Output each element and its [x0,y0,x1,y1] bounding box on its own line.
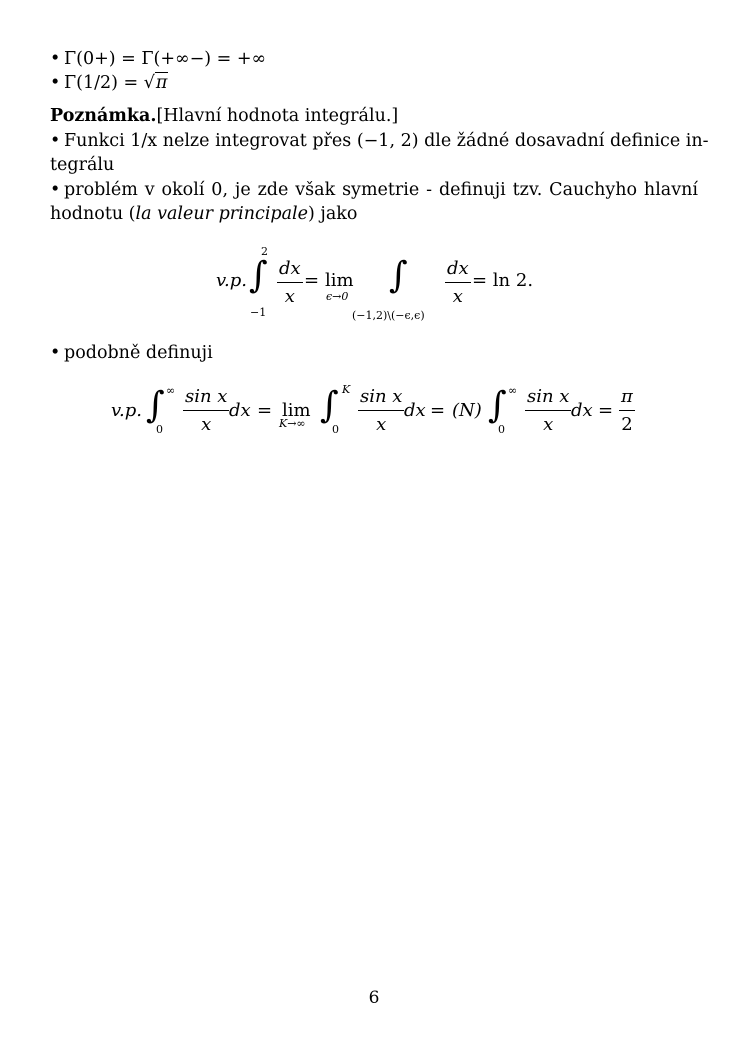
eq1-fraction-2 [442,258,474,307]
page-number: 6 [368,988,380,1008]
eq1-num2: dx [445,258,471,283]
eq1-fraction [274,258,306,307]
eq2-dx-2: dx [404,400,426,421]
eq1-result: = ln 2. [472,270,534,291]
eq2-dx-1: dx [229,400,251,421]
eq1-equals: = [304,270,320,291]
eq2-vp: v.p. [111,400,142,421]
gamma-half-text: Γ(1/2) = [64,73,144,93]
eq2-lower-1: 0 [156,423,163,436]
para2-text2a: hodnotu ( [50,204,136,224]
sinc-integral-equation [0,380,748,440]
para1-line2 [50,153,698,177]
bullet: • [50,73,61,93]
eq2-fraction-2 [355,386,407,435]
gamma-limits-line [50,47,698,71]
eq2-equals-2: = [430,400,446,421]
eq2-equals-3: = [598,400,614,421]
eq2-integral-sign-1: ∫ [146,385,165,426]
sqrt-sign: √ [143,73,155,93]
bullet: • [50,131,61,151]
eq2-den-1: x [201,414,212,435]
para2-line1 [50,178,698,202]
eq1-lim-sub: ϵ→0 [326,290,349,303]
para2-text1: problém v okolí 0, je zde však symetrie - definuji tzv. Cauchyho hlavní [64,180,698,200]
eq2-den-2: x [376,414,387,435]
eq2-integral-sign-3: ∫ [488,385,507,426]
eq2-upper-1: ∞ [166,384,176,397]
eq2-lim-sub: K→∞ [279,417,306,430]
bullet: • [50,49,61,69]
eq2-fraction-3 [522,386,574,435]
para1-text1: Funkci 1/x nelze integrovat přes (−1, 2) dle žádné dosavadní definice in- [64,131,709,151]
gamma-half-line [50,71,698,95]
para1-line1 [50,129,709,153]
eq2-newton-label: (N) [452,400,482,421]
eq2-den-3: x [543,414,554,435]
remark-topic: [Hlavní hodnota integrálu.] [156,106,399,126]
eq1-integral-sign-2: ∫ [389,255,408,296]
principal-value-equation [0,240,748,330]
eq1-upper-limit: 2 [261,245,268,258]
eq1-vp: v.p. [216,270,247,291]
bullet: • [50,343,61,363]
eq1-domain: (−1,2)\(−ϵ,ϵ) [352,309,425,322]
eq1-den2: x [452,286,463,307]
eq2-fraction-1 [180,386,232,435]
bullet: • [50,180,61,200]
eq1-num: dx [277,258,303,283]
eq1-lower-limit: −1 [250,306,267,319]
para2-line2 [50,202,698,226]
eq2-num-1: sin x [183,386,229,411]
eq1-den: x [284,286,295,307]
eq2-num-3: sin x [525,386,571,411]
eq2-lower-2: 0 [332,423,339,436]
eq1-integral-sign: ∫ [249,255,268,296]
eq2-lim: lim [282,400,311,421]
para2-italic: la valeur principale [135,204,309,224]
remark-title: Poznámka. [50,106,157,126]
remark-heading [50,104,698,128]
para3-line [50,341,698,365]
eq2-result-fraction [616,386,638,435]
para3-text: podobně definuji [64,343,213,363]
eq2-upper-3: ∞ [508,384,518,397]
eq2-pi: π [619,386,635,411]
eq2-equals-1: = [257,400,273,421]
eq2-two: 2 [621,414,633,435]
eq2-num-2: sin x [358,386,404,411]
eq1-lim: lim [325,270,354,291]
eq2-lower-3: 0 [498,423,505,436]
para2-text2b: ) jako [308,204,358,224]
eq2-dx-3: dx [571,400,593,421]
eq2-upper-2: K [342,383,351,396]
sqrt-pi: π [155,73,168,93]
eq2-integral-sign-2: ∫ [320,385,339,426]
para1-text2: tegrálu [50,155,115,175]
gamma-limits: Γ(0+) = Γ(+∞−) = +∞ [64,49,267,69]
